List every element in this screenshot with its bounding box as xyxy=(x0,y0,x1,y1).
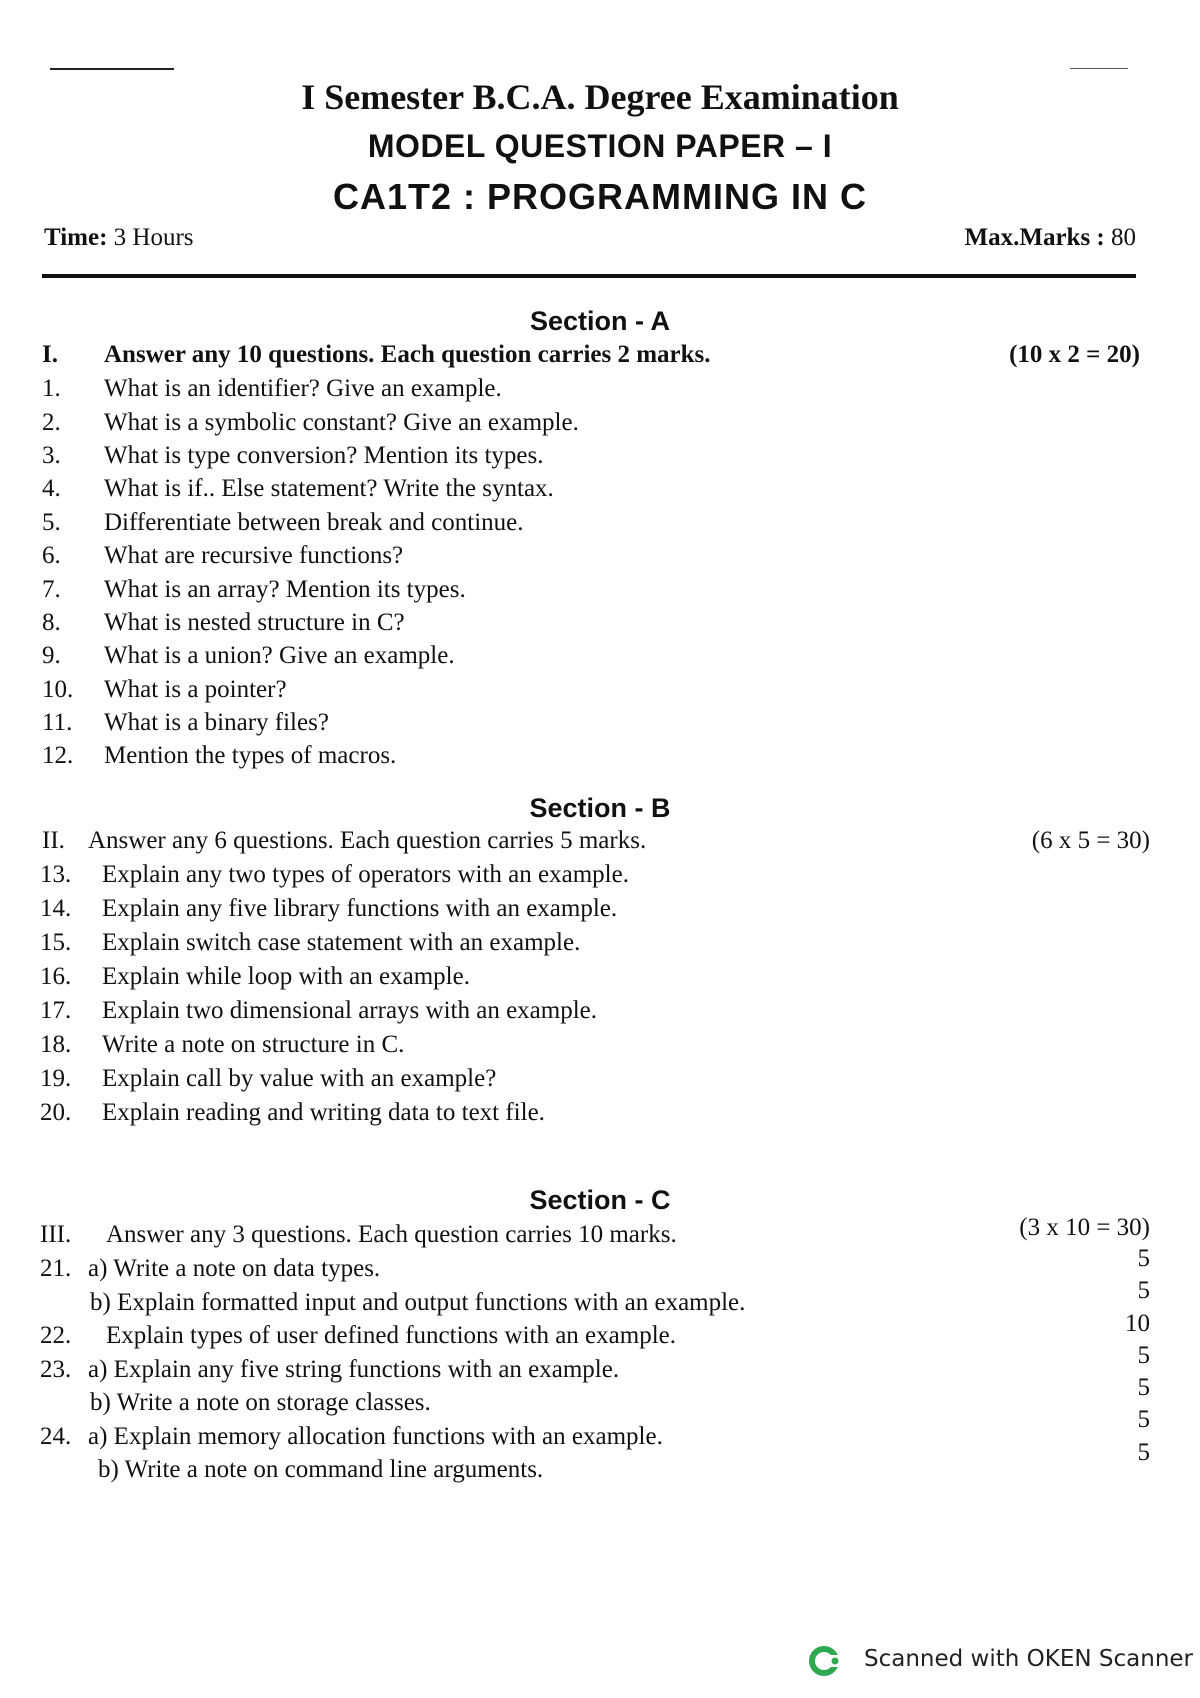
top-left-rule xyxy=(50,68,174,70)
question-number: 18. xyxy=(40,1031,72,1058)
max-marks-label: Max.Marks : xyxy=(964,224,1105,251)
section-c-marks: (3 x 10 = 30) xyxy=(1019,1214,1150,1241)
section-b-heading: Section - B xyxy=(529,793,671,823)
question-text: What is a pointer? xyxy=(104,676,287,703)
section-a-marks: (10 x 2 = 20) xyxy=(1009,341,1140,368)
question-number: 2. xyxy=(42,409,61,436)
question-text: What is an array? Mention its types. xyxy=(104,576,466,603)
question-text: Explain any two types of operators with an example. xyxy=(102,861,629,888)
section-c-heading: Section - C xyxy=(529,1185,671,1215)
paper-subtitle: MODEL QUESTION PAPER – I xyxy=(367,128,833,164)
scanner-watermark-text: Scanned with OKEN Scanner xyxy=(864,1646,1193,1672)
question-text: Explain two dimensional arrays with an example. xyxy=(102,997,598,1024)
question-number: 1. xyxy=(42,375,61,402)
time-info xyxy=(44,224,194,252)
question-text: What is a union? Give an example. xyxy=(104,642,455,669)
question-number: 22. xyxy=(40,1322,72,1349)
question-text: What is nested structure in C? xyxy=(104,609,405,636)
oken-scanner-logo-icon xyxy=(808,1644,842,1678)
question-number: 12. xyxy=(42,742,74,769)
section-a-roman: I. xyxy=(42,341,58,368)
top-right-rule xyxy=(1070,68,1128,69)
question-text: Explain switch case statement with an example. xyxy=(102,929,581,956)
time-value: 3 Hours xyxy=(113,224,194,251)
question-number: 17. xyxy=(40,997,72,1024)
header-divider xyxy=(42,274,1136,278)
section-a-heading: Section - A xyxy=(529,306,670,336)
max-marks-info xyxy=(965,224,1137,252)
question-number: 5. xyxy=(42,509,61,536)
question-number: 16. xyxy=(40,963,72,990)
question-text: What are recursive functions? xyxy=(104,542,404,569)
question-text: Differentiate between break and continue. xyxy=(104,509,524,536)
question-text: What is an identifier? Give an example. xyxy=(104,375,502,402)
question-text: Explain call by value with an example? xyxy=(102,1065,497,1092)
question-mark: 5 xyxy=(1137,1342,1150,1369)
question-text: b) Write a note on storage classes. xyxy=(90,1389,431,1416)
question-mark: 5 xyxy=(1137,1439,1150,1466)
question-text: Mention the types of macros. xyxy=(104,742,397,769)
max-marks-value: 80 xyxy=(1111,224,1136,251)
question-number: 8. xyxy=(42,609,61,636)
question-text: Explain any five library functions with an example. xyxy=(102,895,618,922)
question-text: What is type conversion? Mention its types. xyxy=(104,442,544,469)
question-number: 14. xyxy=(40,895,72,922)
question-text: What is if.. Else statement? Write the syntax. xyxy=(104,475,554,502)
question-number: 21. xyxy=(40,1255,72,1282)
question-mark: 10 xyxy=(1125,1310,1150,1337)
question-text: Explain types of user defined functions with an example. xyxy=(106,1322,676,1349)
exam-title: I Semester B.C.A. Degree Examination xyxy=(301,77,899,117)
question-text: Write a note on structure in C. xyxy=(102,1031,405,1058)
question-number: 9. xyxy=(42,642,61,669)
question-number: 7. xyxy=(42,576,61,603)
question-number: 3. xyxy=(42,442,61,469)
section-b-roman: II. xyxy=(42,827,65,854)
section-c-instruction: Answer any 3 questions. Each question carries 10 marks. xyxy=(106,1221,677,1248)
question-mark: 5 xyxy=(1137,1277,1150,1304)
question-number: 19. xyxy=(40,1065,72,1092)
question-number: 15. xyxy=(40,929,72,956)
question-text: a) Explain any five string functions with an example. xyxy=(88,1356,620,1383)
question-number: 4. xyxy=(42,475,61,502)
question-text: b) Write a note on command line arguments. xyxy=(98,1456,544,1483)
question-number: 6. xyxy=(42,542,61,569)
section-c-roman: III. xyxy=(40,1221,72,1248)
question-text: What is a symbolic constant? Give an example. xyxy=(104,409,579,436)
section-b-instruction: Answer any 6 questions. Each question carries 5 marks. xyxy=(88,827,647,854)
section-b-marks: (6 x 5 = 30) xyxy=(1031,827,1150,854)
question-text: a) Explain memory allocation functions with an example. xyxy=(88,1423,663,1450)
question-text: Explain while loop with an example. xyxy=(102,963,470,990)
question-mark: 5 xyxy=(1137,1374,1150,1401)
course-title: CA1T2 : PROGRAMMING IN C xyxy=(332,176,867,217)
section-a-instruction: Answer any 10 questions. Each question carries 2 marks. xyxy=(104,341,711,368)
question-number: 24. xyxy=(40,1423,72,1450)
question-number: 20. xyxy=(40,1099,72,1126)
question-text: What is a binary files? xyxy=(104,709,329,736)
question-number: 11. xyxy=(42,709,73,736)
question-mark: 5 xyxy=(1137,1245,1150,1272)
question-number: 23. xyxy=(40,1356,72,1383)
time-label: Time: xyxy=(44,224,108,251)
question-number: 13. xyxy=(40,861,72,888)
question-text: a) Write a note on data types. xyxy=(88,1255,381,1282)
question-mark: 5 xyxy=(1137,1406,1150,1433)
question-number: 10. xyxy=(42,676,74,703)
question-text: b) Explain formatted input and output functions with an example. xyxy=(90,1289,746,1316)
question-text: Explain reading and writing data to text file. xyxy=(102,1099,545,1126)
